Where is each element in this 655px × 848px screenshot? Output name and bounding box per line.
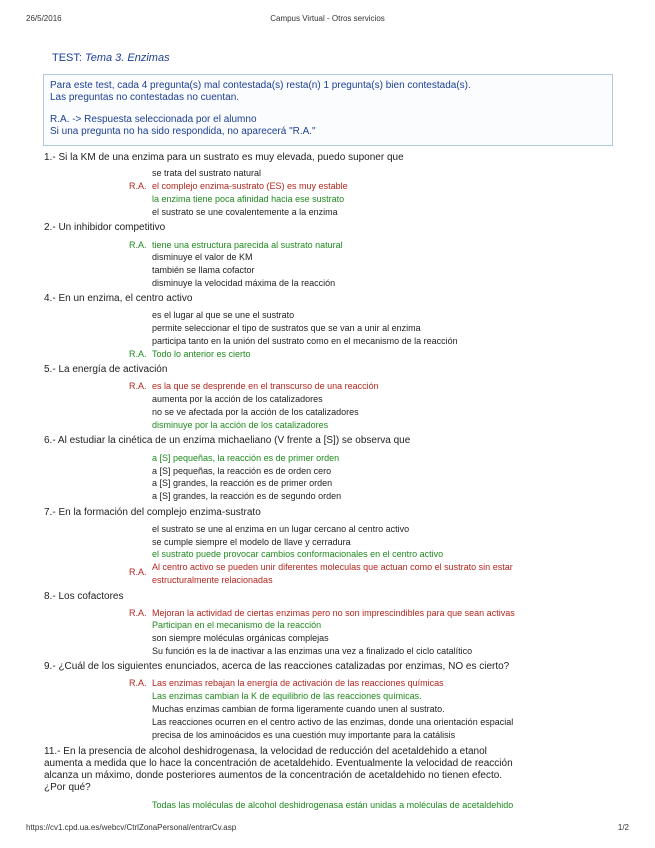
answer-option-correct: la enzima tiene poca afinidad hacia ese sustrato [152,194,345,204]
answer-option: se trata del sustrato natural [152,168,262,178]
answer-option-correct: Todas las moléculas de alcohol deshidrogenasa están unidas a moléculas de acetaldehido [152,800,514,810]
selected-answer-marker: R.A. [129,181,147,191]
answer-option: disminuye la velocidad máxima de la reacción [152,278,336,288]
selected-answer-marker: R.A. [129,608,147,618]
instructions-line-1: Para este test, cada 4 pregunta(s) mal contestada(s) resta(n) 1 pregunta(s) bien contestada(s). [50,80,471,91]
answer-option-correct: Participan en el mecanismo de la reacción [152,620,322,630]
answer-option-correct: Las enzimas cambian la K de equilibrio de las reacciones químicas. [152,691,422,701]
question-11-line-2: aumenta a medida que lo hace la concentración de acetaldehido. Eventualmente la velocidad de reacción [44,758,513,769]
question-8: 8.- Los cofactores [44,591,124,602]
question-6: 6.- Al estudiar la cinética de un enzima michaeliano (V frente a [S]) se observa que [44,435,411,446]
answer-option: aumenta por la acción de los catalizadores [152,394,323,404]
answer-option: no se ve afectada por la acción de los catalizadores [152,407,359,417]
selected-answer-marker: R.A. [129,567,147,577]
page-number: 1/2 [617,823,629,832]
test-title-prefix: TEST: [52,52,86,64]
answer-option-selected-correct: Todo lo anterior es cierto [152,349,251,359]
answer-option: Su función es la de inactivar a las enzimas una vez a finalizado el ciclo catalítico [152,646,473,656]
answer-option: disminuye el valor de KM [152,252,253,262]
answer-option: el sustrato se une covalentemente a la enzima [152,207,338,217]
test-title [52,52,170,64]
question-11-line-1: 11.- En la presencia de alcohol deshidrogenasa, la velocidad de reducción del acetaldehido a etanol [44,746,487,757]
answer-option-correct: el sustrato puede provocar cambios conformacionales en el centro activo [152,549,444,559]
question-2: 2.- Un inhibidor competitivo [44,222,166,233]
answer-option: Las reacciones ocurren en el centro activo de las enzimas, donde una orientación espacial [152,717,514,727]
answer-option-selected: es la que se desprende en el transcurso de una reacción [152,381,379,391]
question-9: 9.- ¿Cuál de los siguientes enunciados, acerca de las reacciones catalizadas por enzimas, NO es cierto? [44,661,510,672]
instructions-line-3: R.A. -> Respuesta seleccionada por el alumno [50,114,257,125]
answer-option: son siempre moléculas orgánicas complejas [152,633,329,643]
answer-option: el sustrato se une al enzima en un lugar cercano al centro activo [152,524,410,534]
answer-option-selected: el complejo enzima-sustrato (ES) es muy estable [152,181,348,191]
selected-answer-marker: R.A. [129,240,147,250]
answer-option: permite seleccionar el tipo de sustratos que se van a unir al enzima [152,323,421,333]
selected-answer-marker: R.A. [129,678,147,688]
question-11-line-4: ¿Por qué? [44,782,91,793]
instructions-box [43,74,613,146]
instructions-line-2: Las preguntas no contestadas no cuentan. [50,91,240,103]
footer-url: https://cv1.cpd.ua.es/webcv/CtrlZonaPersonal/entrarCv.asp [26,823,237,832]
answer-option-selected: Al centro activo se pueden unir diferentes moleculas que actuan como el sustrato sin estar [152,562,513,572]
print-title: Campus Virtual - Otros servicios [270,14,385,23]
selected-answer-marker: R.A. [129,381,147,391]
answer-option: participa tanto en la unión del sustrato como en el mecanismo de la reacción [152,336,458,346]
answer-option: a [S] grandes, la reacción es de primer orden [152,478,333,488]
answer-option: a [S] pequeñas, la reacción es de orden cero [152,466,332,476]
test-topic: Tema 3. Enzimas [85,52,170,64]
answer-option-selected-correct: tiene una estructura parecida al sustrato natural [152,240,343,250]
answer-option-correct: disminuye por la acción de los catalizadores [152,420,329,430]
answer-option-selected: Mejoran la actividad de ciertas enzimas pero no son imprescindibles para que sean activas [152,608,515,618]
answer-option-correct: a [S] pequeñas, la reacción es de primer orden [152,453,340,463]
question-4: 4.- En un enzima, el centro activo [44,293,193,304]
answer-option-selected-continued: estructuralmente relacionadas [152,575,273,585]
question-1: 1.- Si la KM de una enzima para un sustrato es muy elevada, puedo suponer que [44,152,404,163]
question-5: 5.- La energía de activación [44,364,168,375]
print-date: 26/5/2016 [26,14,62,23]
answer-option: también se llama cofactor [152,265,255,275]
question-7: 7.- En la formación del complejo enzima-sustrato [44,507,261,518]
question-11-line-3: alcanza un máximo, donde posteriores aumentos de la concentración de acetaldehido no tienen efecto. [44,770,503,781]
selected-answer-marker: R.A. [129,349,147,359]
answer-option-continued: precisa de los aminoácidos es una cuestión muy importante para la catálisis [152,730,456,740]
instructions-line-4: Si una pregunta no ha sido respondida, no aparecerá "R.A." [50,125,316,137]
answer-option: a [S] grandes, la reacción es de segundo orden [152,491,342,501]
answer-option: es el lugar al que se une el sustrato [152,310,295,320]
answer-option: Muchas enzimas cambian de forma ligeramente cuando unen al sustrato. [152,704,445,714]
answer-option-selected: Las enzimas rebajan la energía de activación de las reacciones químicas [152,678,444,688]
answer-option: se cumple siempre el modelo de llave y cerradura [152,537,351,547]
